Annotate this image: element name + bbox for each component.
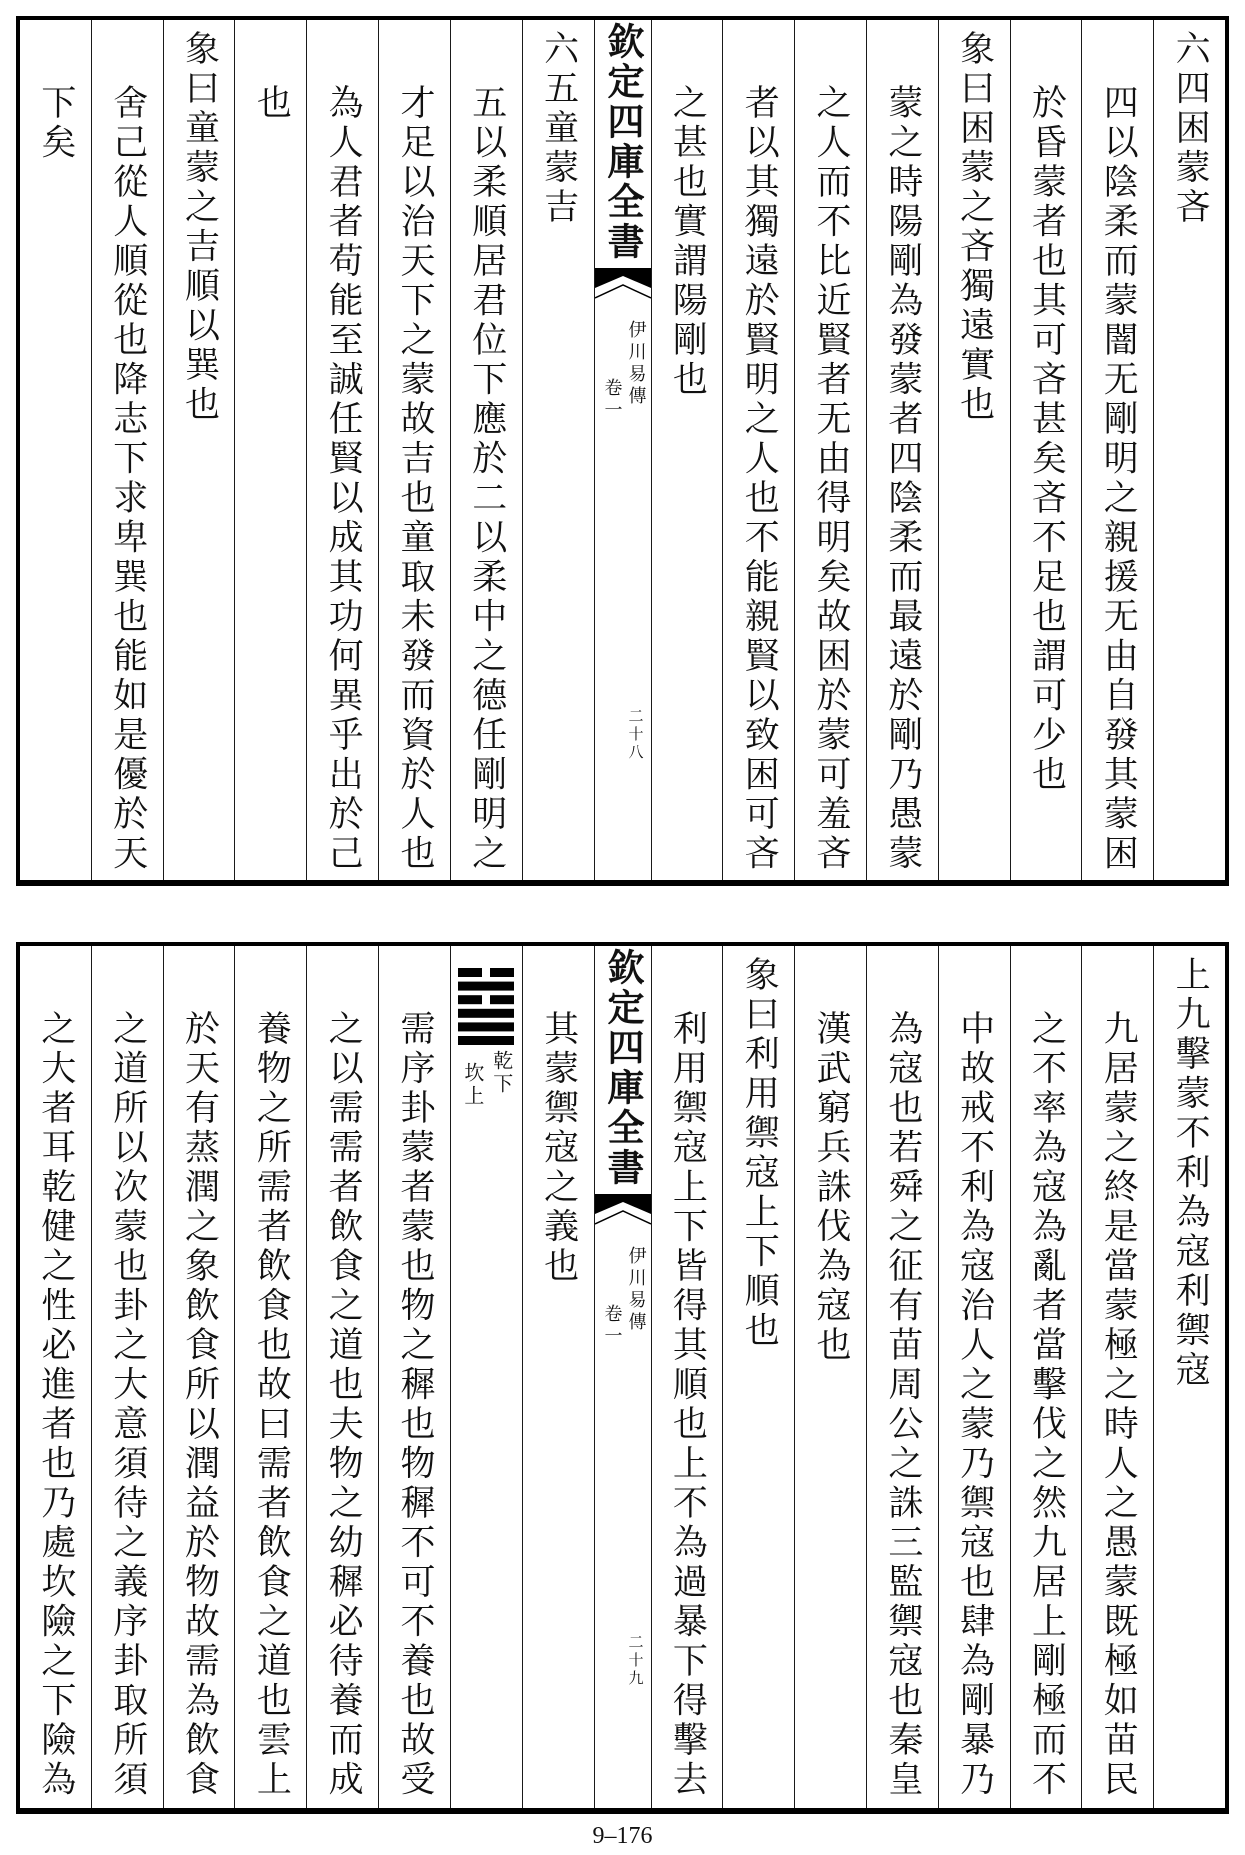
hexagram-solid-line [458, 982, 514, 991]
text-column [234, 946, 306, 1808]
scripture-line: 象曰童蒙之吉順以巽也 [179, 30, 220, 425]
commentary-line: 也 [251, 84, 292, 124]
commentary-line: 之甚也實謂陽剛也 [667, 84, 708, 400]
volume-label: 卷一 [601, 378, 623, 422]
scripture-line: 六四困蒙吝 [1170, 30, 1211, 228]
commentary-line: 九居蒙之終是當蒙極之時人之愚蒙既極如苗民 [1098, 1010, 1139, 1800]
text-column [722, 20, 794, 880]
page-reference: 9–176 [592, 1823, 653, 1849]
text-column [163, 20, 235, 880]
text-column [306, 20, 378, 880]
text-column [794, 946, 866, 1808]
text-column [1010, 946, 1082, 1808]
lower-trigram-label: 乾下 [489, 1050, 514, 1096]
leaf-number: 二十九 [626, 1634, 645, 1688]
text-column [938, 946, 1010, 1808]
book-leaf-upper [16, 16, 1229, 886]
banxin-center-column [594, 20, 651, 880]
text-column [1153, 20, 1225, 880]
commentary-line: 才足以治天下之蒙故吉也童取未發而資於人也 [394, 84, 435, 874]
text-column [722, 946, 794, 1808]
fishtail-mark-icon [595, 1194, 651, 1234]
text-column [651, 946, 723, 1808]
text-column [794, 20, 866, 880]
hexagram-broken-line-left [458, 995, 482, 1004]
hexagram-broken-line-right [490, 995, 514, 1004]
commentary-line: 於昏蒙者也其可吝甚矣吝不足也謂可少也 [1026, 84, 1067, 795]
book-title: 伊川易傳 [625, 1246, 647, 1334]
text-column [234, 20, 306, 880]
scripture-line: 上九擊蒙不利為寇利禦寇 [1170, 956, 1211, 1391]
text-column [938, 20, 1010, 880]
leaf-number: 二十八 [626, 708, 645, 762]
hexagram-broken-line-left [458, 968, 482, 977]
commentary-line: 為人君者苟能至誠任賢以成其功何異乎出於己 [323, 84, 364, 874]
text-column [1010, 20, 1082, 880]
text-column [163, 946, 235, 1808]
commentary-line: 之道所以次蒙也卦之大意須待之義序卦取所須 [107, 1010, 148, 1800]
commentary-line: 養物之所需者飲食也故曰需者飲食之道也雲上 [251, 1010, 292, 1800]
text-column [1081, 20, 1153, 880]
text-column [522, 20, 594, 880]
text-column [1153, 946, 1225, 1808]
hexagram-solid-line [458, 1009, 514, 1018]
commentary-line: 下矣 [35, 84, 76, 163]
commentary-line: 蒙之時陽剛為發蒙者四陰柔而最遠於剛乃愚蒙 [882, 84, 923, 874]
commentary-line: 利用禦寇上下皆得其順也上不為過暴下得擊去 [667, 1010, 708, 1800]
hexagram-broken-line-right [490, 968, 514, 977]
text-column [378, 20, 450, 880]
commentary-line: 漢武窮兵誅伐為寇也 [811, 1010, 852, 1366]
commentary-line: 需序卦蒙者蒙也物之穉也物穉不可不養也故受 [394, 1010, 435, 1800]
text-column [651, 20, 723, 880]
commentary-line: 為寇也若舜之征有苗周公之誅三監禦寇也秦皇 [882, 1010, 923, 1800]
commentary-line: 之以需需者飲食之道也夫物之幼穉必待養而成 [323, 1010, 364, 1800]
hexagram-solid-line [458, 1036, 514, 1045]
text-column [91, 20, 163, 880]
commentary-line: 於天有蒸潤之象飲食所以潤益於物故需為飲食 [179, 1010, 220, 1800]
series-title: 欽定四庫全書 [601, 22, 645, 262]
series-title: 欽定四庫全書 [601, 948, 645, 1188]
book-leaf-lower [16, 942, 1229, 1814]
text-column [866, 946, 938, 1808]
hexagram-solid-line [458, 1022, 514, 1031]
commentary-line: 之人而不比近賢者无由得明矣故困於蒙可羞吝 [811, 84, 852, 874]
commentary-line: 五以柔順居君位下應於二以柔中之德任剛明之 [466, 84, 507, 874]
scripture-line: 六五童蒙吉 [538, 30, 579, 228]
scripture-line: 象曰利用禦寇上下順也 [739, 956, 780, 1351]
text-column [866, 20, 938, 880]
commentary-line: 中故戒不利為寇治人之蒙乃禦寇也肆為剛暴乃 [954, 1010, 995, 1800]
commentary-line: 之不率為寇為亂者當擊伐之然九居上剛極而不 [1026, 1010, 1067, 1800]
hexagram-column [450, 946, 522, 1808]
commentary-line: 四以陰柔而蒙闇无剛明之親援无由自發其蒙困 [1098, 84, 1139, 874]
text-column [1081, 946, 1153, 1808]
text-column [91, 946, 163, 1808]
text-column [522, 946, 594, 1808]
book-title: 伊川易傳 [625, 320, 647, 408]
volume-label: 卷一 [601, 1304, 623, 1348]
commentary-line: 之大者耳乾健之性必進者也乃處坎險之下險為 [35, 1010, 76, 1800]
text-column [20, 20, 91, 880]
fishtail-mark-icon [595, 268, 651, 308]
upper-trigram-label: 坎上 [460, 1062, 485, 1108]
commentary-line: 者以其獨遠於賢明之人也不能親賢以致困可吝 [739, 84, 780, 874]
text-column [378, 946, 450, 1808]
commentary-line: 其蒙禦寇之義也 [538, 1010, 579, 1287]
text-column [450, 20, 522, 880]
hexagram-xu-icon [458, 968, 514, 1046]
commentary-line: 舍己從人順從也降志下求卑巽也能如是優於天 [107, 84, 148, 874]
banxin-center-column [594, 946, 651, 1808]
scripture-line: 象曰困蒙之吝獨遠實也 [954, 30, 995, 425]
text-column [20, 946, 91, 1808]
text-column [306, 946, 378, 1808]
